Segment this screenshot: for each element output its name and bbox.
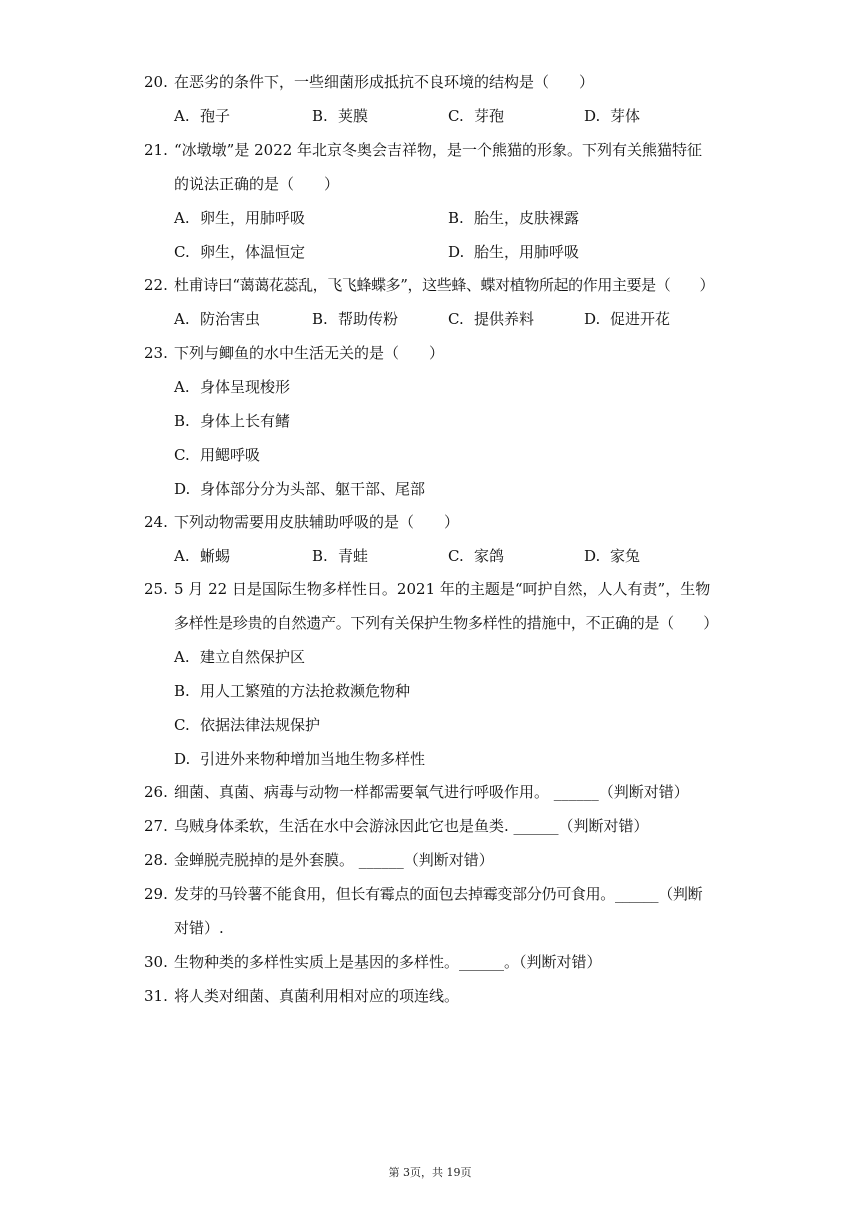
- option-c: C. 用鳃呼吸: [174, 446, 261, 464]
- option-c: C. 依据法律法规保护: [174, 716, 321, 734]
- question-number: 29.: [144, 885, 168, 903]
- option-b: B. 用人工繁殖的方法抢救濒危物种: [174, 682, 411, 700]
- option-a: A. 孢子: [174, 107, 231, 125]
- option-d: D. 芽体: [584, 107, 641, 125]
- question-number: 26.: [144, 783, 168, 801]
- question-number: 27.: [144, 817, 168, 835]
- question-stem: 在恶劣的条件下，一些细菌形成抵抗不良环境的结构是（ ）: [174, 73, 595, 91]
- option-d: D. 促进开花: [584, 310, 671, 328]
- question-stem: 下列与鲫鱼的水中生活无关的是（ ）: [174, 344, 445, 362]
- question-stem-continued: 多样性是珍贵的自然遗产。下列有关保护生物多样性的措施中，不正确的是（ ）: [174, 614, 718, 632]
- option-d: D. 胎生，用肺呼吸: [448, 243, 580, 261]
- question-number: 22.: [144, 276, 168, 294]
- page-footer: 第 3页，共 19页: [388, 1166, 472, 1179]
- question-stem: 杜甫诗曰“蔼蔼花蕊乱，飞飞蜂蝶多”，这些蜂、蝶对植物所起的作用主要是（ ）: [174, 276, 715, 294]
- option-a: A. 防治害虫: [174, 310, 261, 328]
- option-a: A. 身体呈现梭形: [174, 378, 291, 396]
- option-b: B. 帮助传粉: [312, 310, 399, 328]
- question-number: 25.: [144, 580, 168, 598]
- option-c: C. 家鸽: [448, 547, 505, 565]
- question-number: 21.: [144, 141, 168, 159]
- option-d: D. 引进外来物种增加当地生物多样性: [174, 750, 426, 768]
- question-number: 30.: [144, 953, 168, 971]
- option-a: A. 卵生，用肺呼吸: [174, 209, 306, 227]
- question-number: 24.: [144, 513, 168, 531]
- option-c: C. 卵生，体温恒定: [174, 243, 306, 261]
- question-number: 20.: [144, 73, 168, 91]
- question-number: 31.: [144, 987, 168, 1005]
- question-number: 28.: [144, 851, 168, 869]
- question-stem: “冰墩墩”是 2022 年北京冬奥会吉祥物，是一个熊猫的形象。下列有关熊猫特征: [174, 141, 703, 159]
- question-stem: 细菌、真菌、病毒与动物一样都需要氧气进行呼吸作用。 ______（判断对错）: [174, 783, 689, 801]
- question-stem-continued: 对错）.: [174, 919, 224, 937]
- option-d: D. 家兔: [584, 547, 641, 565]
- option-b: B. 身体上长有鳍: [174, 412, 291, 430]
- option-c: C. 提供养料: [448, 310, 535, 328]
- option-b: B. 荚膜: [312, 107, 369, 125]
- option-b: B. 青蛙: [312, 547, 369, 565]
- option-a: A. 蜥蜴: [174, 547, 231, 565]
- question-stem: 发芽的马铃薯不能食用，但长有霉点的面包去掉霉变部分仍可食用。______（判断: [174, 885, 703, 903]
- question-stem: 生物种类的多样性实质上是基因的多样性。______。（判断对错）: [174, 953, 602, 971]
- question-stem-continued: 的说法正确的是（ ）: [174, 175, 340, 193]
- question-stem: 金蝉脱壳脱掉的是外套膜。 ______（判断对错）: [174, 851, 494, 869]
- option-c: C. 芽孢: [448, 107, 505, 125]
- question-stem: 将人类对细菌、真菌利用相对应的项连线。: [174, 987, 460, 1005]
- question-number: 23.: [144, 344, 168, 362]
- question-stem: 下列动物需要用皮肤辅助呼吸的是（ ）: [174, 513, 460, 531]
- option-a: A. 建立自然保护区: [174, 648, 306, 666]
- option-b: B. 胎生，皮肤裸露: [448, 209, 580, 227]
- question-stem: 乌贼身体柔软，生活在水中会游泳因此它也是鱼类. ______（判断对错）: [174, 817, 649, 835]
- option-d: D. 身体部分分为头部、躯干部、尾部: [174, 480, 426, 498]
- question-stem: 5 月 22 日是国际生物多样性日。2021 年的主题是“呵护自然，人人有责”，生物: [174, 580, 711, 598]
